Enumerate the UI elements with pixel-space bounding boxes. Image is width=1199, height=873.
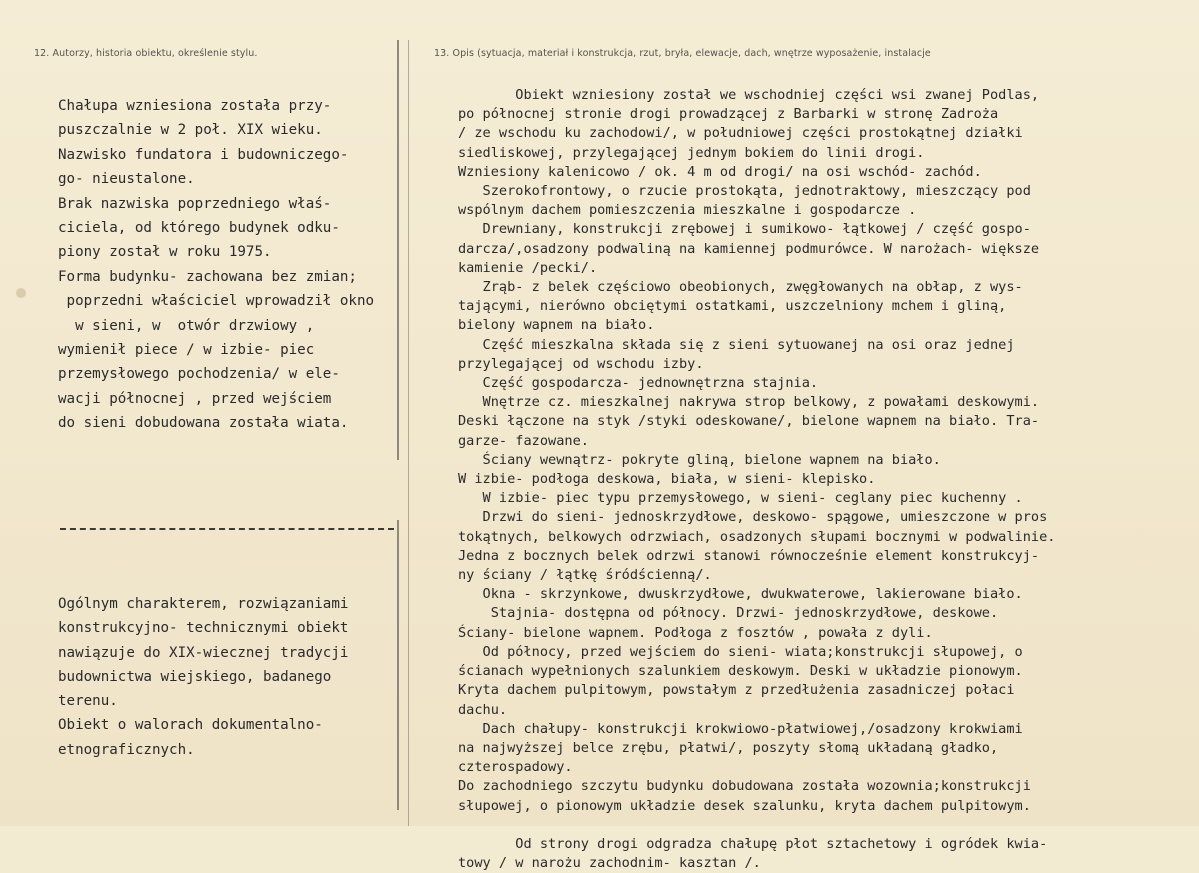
text-line: garze- fazowane.	[458, 432, 589, 449]
text-line: czterospadowy.	[458, 759, 573, 776]
text-line: Obiekt wzniesiony został we wschodniej części wsi zwanej Podlas,	[458, 87, 1040, 103]
text-line: Jedna z bocznych belek odrzwi stanowi równocześnie element konstrukcyj-	[458, 547, 1040, 564]
text-line: wspólnym dachem pomieszczenia mieszkalne i gospodarcze .	[458, 202, 917, 219]
text-line: Od północy, przed wejściem do sieni- wiata;konstrukcji słupowej, o	[458, 643, 1023, 660]
text-line	[458, 816, 1194, 835]
text-line: ścianach wypełnionych szalunkiem deskowym. Deski w układzie pionowym.	[458, 663, 1023, 680]
text-line: wymienił piece / w izbie- piec	[58, 342, 315, 359]
text-line: konstrukcyjno- technicznymi obiekt	[58, 620, 349, 637]
text-line: Szerokofrontowy, o rzucie prostokąta, jednotraktowy, mieszczący pod	[458, 183, 1031, 200]
text-line: Deski łączone na styk /styki odeskowane/, bielone wapnem na biało. Tra-	[458, 413, 1040, 430]
text-line: Stajnia- dostępna od północy. Drzwi- jednoskrzydłowe, deskowe.	[458, 605, 999, 622]
text-line: piony został w roku 1975.	[58, 244, 272, 261]
text-line: wacji północnej , przed wejściem	[58, 390, 332, 407]
text-line: tokątnych, belkowych odrzwiach, osadzonych słupami bocznymi w podwalinie.	[458, 528, 1056, 545]
dashed-separator	[60, 528, 394, 530]
text-line: siedliskowej, przylegającej jednym bokiem do linii drogi.	[458, 144, 925, 161]
text-line: darcza/,osadzony podwaliną na kamiennej podmurówce. W narożach- większe	[458, 240, 1040, 257]
text-line: ciciela, od którego budynek odku-	[58, 220, 340, 237]
text-line: tającymi, nierówno obciętymi ostatkami, uszczelniony mchem i gliną,	[458, 298, 1007, 315]
header-section-13: 13. Opis (sytuacja, materiał i konstrukcja, rzut, bryła, elewacje, dach, wnętrze wyposażenie, instalacje	[434, 48, 931, 59]
text-line: Dach chałupy- konstrukcji krokwiowo-płatwiowej,/osadzony krokwiami	[458, 720, 1023, 737]
text-line: Ściany wewnątrz- pokryte gliną, bielone wapnem na biało.	[458, 451, 941, 468]
text-line: przemysłowego pochodzenia/ w ele-	[58, 366, 340, 383]
text-line: / ze wschodu ku zachodowi/, w południowej części prostokątnej działki	[458, 125, 1023, 142]
header-section-12: 12. Autorzy, historia obiektu, określenie stylu.	[34, 48, 258, 59]
text-line: W izbie- piec typu przemysłowego, w sieni- ceglany piec kuchenny .	[458, 490, 1023, 507]
text-line: ny ściany / łątkę śródścienną/.	[458, 567, 712, 584]
text-line: puszczalnie w 2 poł. XIX wieku.	[58, 122, 323, 139]
text-line: Chałupa wzniesiona została przy-	[58, 98, 332, 114]
binder-hole	[16, 288, 26, 298]
text-line: terenu.	[58, 693, 118, 710]
text-line: dachu.	[458, 701, 508, 718]
description-text	[458, 86, 1194, 873]
text-line: Część gospodarcza- jednownętrzna stajnia.	[458, 375, 819, 392]
text-line: poprzedni właściciel wprowadził okno	[58, 293, 375, 310]
text-line: bielony wapnem na biało.	[458, 317, 655, 334]
text-line: Forma budynku- zachowana bez zmian;	[58, 268, 357, 285]
text-line: Część mieszkalna składa się z sieni sytuowanej na osi oraz jednej	[458, 336, 1015, 353]
column-divider-right	[408, 40, 409, 826]
text-line: Obiekt o walorach dokumentalno-	[58, 717, 323, 734]
text-line: Ściany- bielone wapnem. Podłoga z fosztów , powała z dyli.	[458, 624, 933, 641]
text-line: na najwyższej belce zrębu, płatwi/, poszyty słomą układaną gładko,	[458, 739, 999, 756]
text-line: po północnej stronie drogi prowadzącej z Barbarki w stronę Zadroża	[458, 106, 999, 123]
text-line: Kryta dachem pulpitowym, powstałym z przedłużenia zasadniczej połaci	[458, 682, 1015, 699]
text-line: Do zachodniego szczytu budynku dobudowana została wozownia;konstrukcji	[458, 778, 1031, 795]
text-line: Drzwi do sieni- jednoskrzydłowe, deskowo- spągowe, umieszczone w pros	[458, 509, 1048, 526]
text-line: go- nieustalone.	[58, 171, 195, 188]
text-line: Wnętrze cz. mieszkalnej nakrywa strop belkowy, z powałami deskowymi.	[458, 394, 1040, 411]
text-line: do sieni dobudowana została wiata.	[58, 415, 349, 432]
text-line: Brak nazwiska poprzedniego właś-	[58, 195, 332, 212]
authors-history-text	[58, 94, 403, 436]
text-line: Drewniany, konstrukcji zrębowej i sumikowo- łątkowej / część gospo-	[458, 221, 1031, 238]
text-line: budownictwa wiejskiego, badanego	[58, 668, 332, 685]
text-line: Wzniesiony kalenicowo / ok. 4 m od drogi/ na osi wschód- zachód.	[458, 163, 982, 180]
style-assessment-text	[58, 592, 403, 762]
text-line: Okna - skrzynkowe, dwuskrzydłowe, dwukwaterowe, lakierowane biało.	[458, 586, 1023, 603]
text-line: W izbie- podłoga deskowa, biała, w sieni- klepisko.	[458, 471, 876, 488]
text-line: Od strony drogi odgradza chałupę płot sztachetowy i ogródek kwia-	[458, 835, 1048, 852]
text-line: towy / w narożu zachodnim- kasztan /.	[458, 855, 761, 872]
text-line: Zrąb- z belek częściowo obeobionych, zwęgłowanych na obłap, z wys-	[458, 279, 1023, 296]
text-line: Ogólnym charakterem, rozwiązaniami	[58, 596, 349, 612]
text-line: kamienie /pecki/.	[458, 259, 598, 276]
text-line: przylegającej od wschodu izby.	[458, 355, 704, 372]
text-line: etnograficznych.	[58, 741, 195, 758]
text-line: nawiązuje do XIX-wiecznej tradycji	[58, 644, 349, 661]
text-line: słupowej, o pionowym układzie desek szalunku, kryta dachem pulpitowym.	[458, 797, 1031, 814]
text-line: Nazwisko fundatora i budowniczego-	[58, 146, 349, 163]
text-line: w sieni, w otwór drzwiowy ,	[58, 317, 315, 334]
